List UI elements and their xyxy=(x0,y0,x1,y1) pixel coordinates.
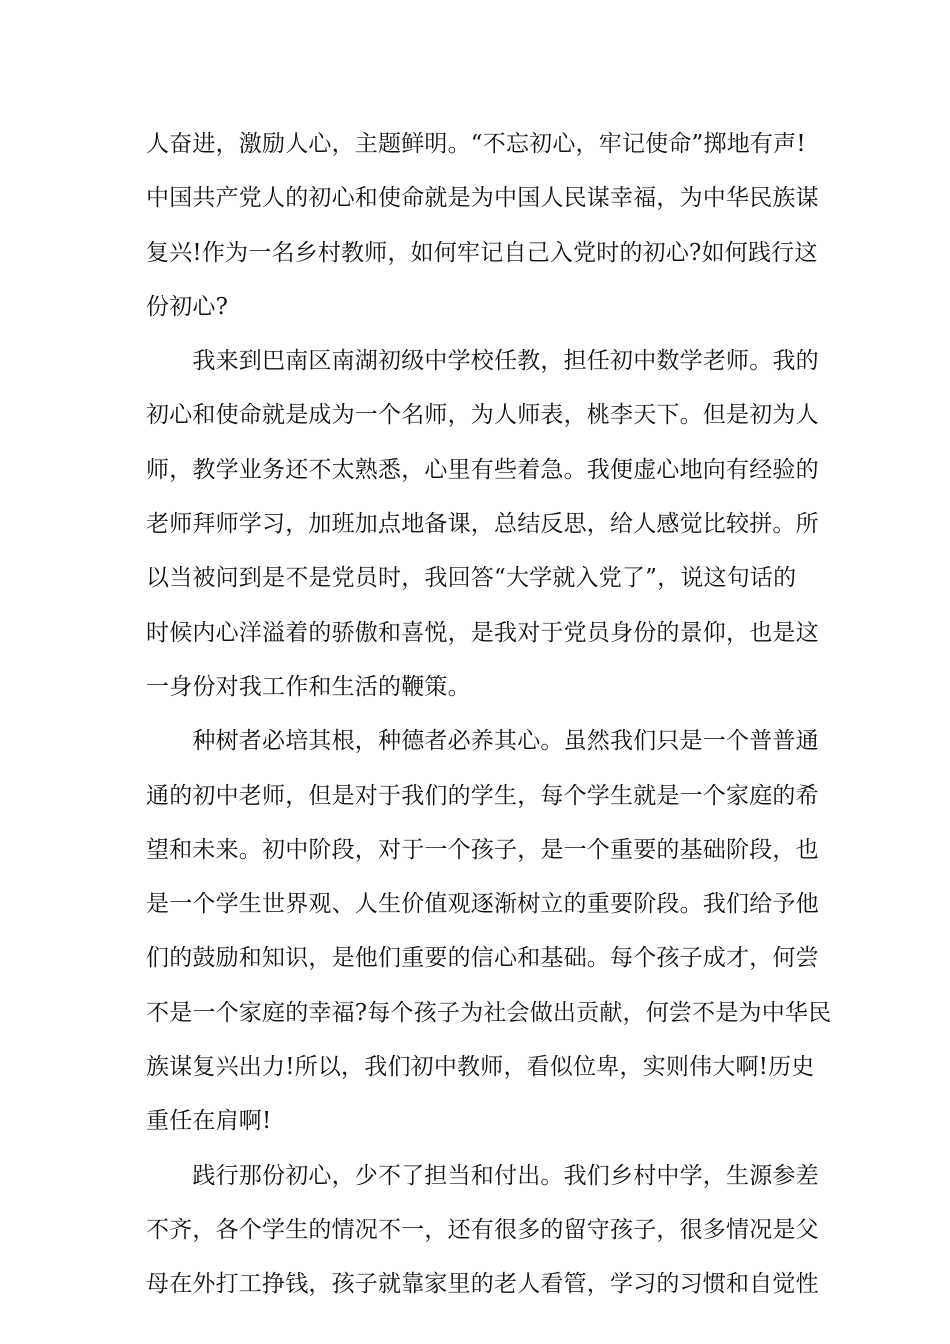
text-line: 不齐，各个学生的情况不一，还有很多的留守孩子，很多情况是父 xyxy=(146,1216,819,1243)
text-line: 初心和使命就是成为一个名师，为人师表，桃李天下。但是初为人 xyxy=(146,402,819,429)
text-line: 我来到巴南区南湖初级中学校任教，担任初中数学老师。我的 xyxy=(146,348,819,375)
text-line: 不是一个家庭的幸福?每个孩子为社会做出贡献，何尝不是为中华民 xyxy=(146,999,832,1026)
text-line: 重任在肩啊! xyxy=(146,1108,272,1135)
text-line: 践行那份初心，少不了担当和付出。我们乡村中学，生源参差 xyxy=(146,1162,819,1189)
text-line: 种树者必培其根，种德者必养其心。虽然我们只是一个普普通 xyxy=(146,728,819,755)
text-line: 老师拜师学习，加班加点地备课，总结反思，给人感觉比较拼。所 xyxy=(146,511,819,538)
document-body xyxy=(146,117,832,1312)
text-line: 份初心? xyxy=(146,293,229,320)
text-line: 时候内心洋溢着的骄傲和喜悦，是我对于党员身份的景仰，也是这 xyxy=(146,619,819,646)
text-line: 是一个学生世界观、人生价值观逐渐树立的重要阶段。我们给予他 xyxy=(146,891,819,918)
text-line: 母在外打工挣钱，孩子就靠家里的老人看管，学习的习惯和自觉性 xyxy=(146,1271,819,1298)
text-line: 一身份对我工作和生活的鞭策。 xyxy=(146,673,471,700)
text-line: 们的鼓励和知识，是他们重要的信心和基础。每个孩子成才，何尝 xyxy=(146,945,819,972)
text-line: 师，教学业务还不太熟悉，心里有些着急。我便虚心地向有经验的 xyxy=(146,456,819,483)
text-line: 族谋复兴出力!所以，我们初中教师，看似位卑，实则伟大啊!历史 xyxy=(146,1054,815,1081)
text-line: 通的初中老师，但是对于我们的学生，每个学生就是一个家庭的希 xyxy=(146,782,819,809)
text-line: 中国共产党人的初心和使命就是为中国人民谋幸福，为中华民族谋 xyxy=(146,185,819,212)
text-line: 复兴!作为一名乡村教师，如何牢记自己入党时的初心?如何践行这 xyxy=(146,239,818,266)
text-line: 人奋进，激励人心，主题鲜明。“不忘初心，牢记使命”掷地有声! xyxy=(146,131,806,157)
text-line: 以当被问到是不是党员时，我回答“大学就入党了”，说这句话的 xyxy=(146,565,797,592)
text-line: 望和未来。初中阶段，对于一个孩子，是一个重要的基础阶段，也 xyxy=(146,836,819,863)
